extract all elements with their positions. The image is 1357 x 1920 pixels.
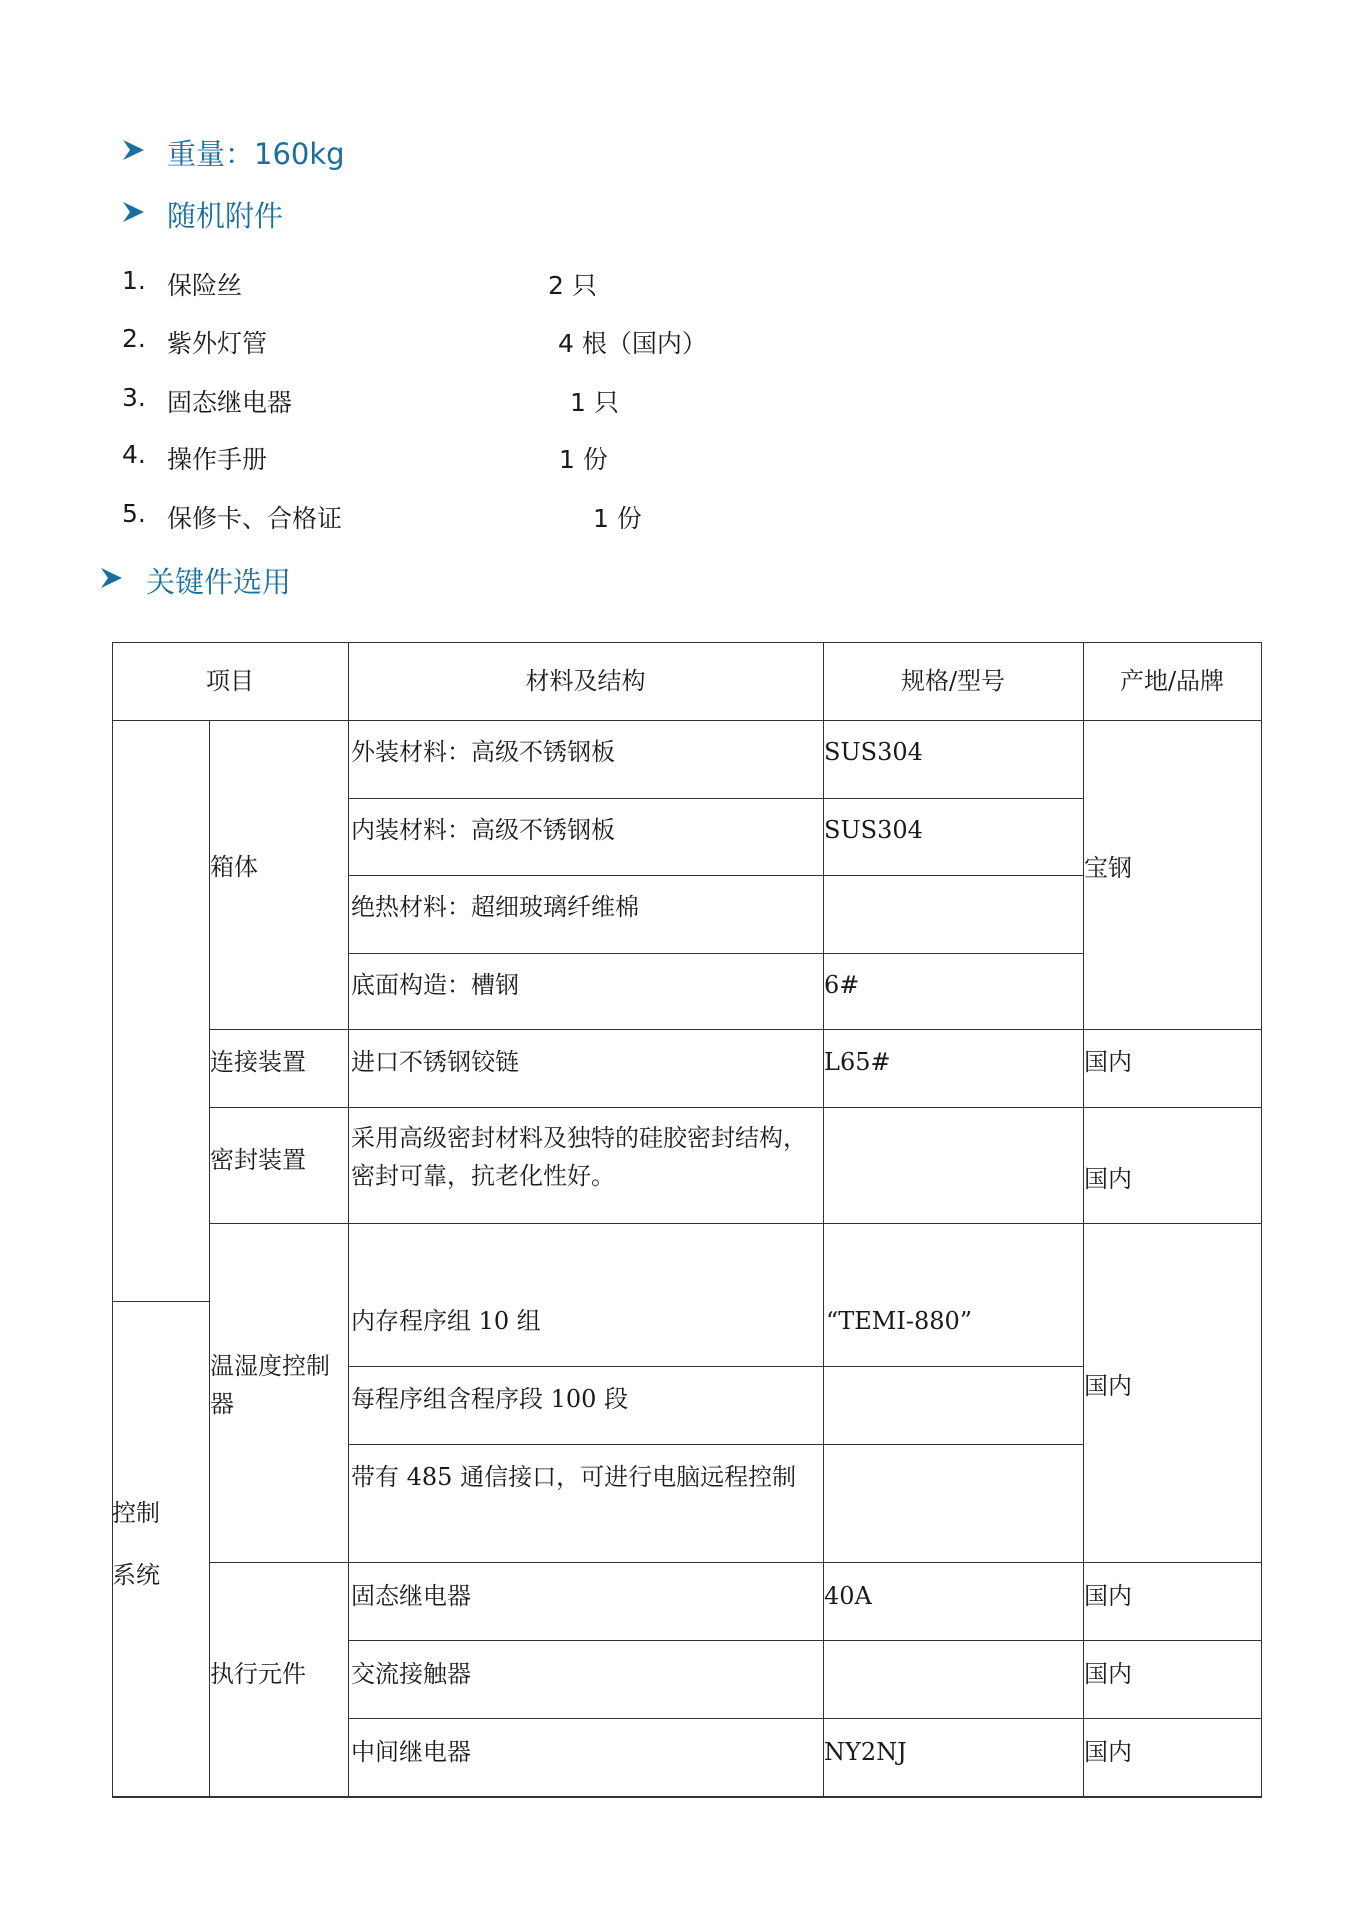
material-cell: 外装材料：高级不锈钢板 xyxy=(351,738,615,766)
table-border xyxy=(348,953,1083,954)
list-item-name: 操作手册 xyxy=(167,445,268,474)
brand-cell: 国内 xyxy=(1084,1372,1132,1400)
spec-cell: L65# xyxy=(824,1048,891,1076)
table-border xyxy=(209,1223,1262,1224)
table-border xyxy=(209,1562,1262,1563)
material-cell: 交流接触器 xyxy=(351,1660,471,1688)
material-cell: 绝热材料：超细玻璃纤维棉 xyxy=(351,893,639,921)
group-label-system: 系统 xyxy=(112,1561,160,1589)
table-border xyxy=(1261,642,1262,1797)
accessories-heading: 随机附件 xyxy=(167,199,284,233)
list-item-number: 2. xyxy=(122,324,146,353)
table-border xyxy=(112,1301,209,1302)
row-label-box: 箱体 xyxy=(210,853,258,881)
arrow-bullet-icon xyxy=(99,567,123,593)
table-border xyxy=(209,1107,1262,1108)
table-border xyxy=(209,1029,1262,1030)
brand-cell: 国内 xyxy=(1084,1582,1132,1610)
list-item-qty: 1 份 xyxy=(593,504,642,533)
arrow-bullet-icon xyxy=(121,139,145,165)
arrow-bullet-icon xyxy=(121,201,145,227)
list-item-number: 3. xyxy=(122,383,146,412)
spec-cell: SUS304 xyxy=(824,816,923,844)
row-label-seal: 密封装置 xyxy=(210,1146,306,1174)
list-item-number: 5. xyxy=(122,499,146,528)
header-item: 项目 xyxy=(206,667,254,695)
brand-cell: 宝钢 xyxy=(1084,854,1132,882)
list-item-qty: 1 份 xyxy=(559,445,608,474)
table-border xyxy=(1083,642,1084,1797)
header-brand: 产地/品牌 xyxy=(1119,667,1225,695)
table-border xyxy=(112,642,113,1797)
group-label-control: 控制 xyxy=(112,1499,160,1527)
list-item-name: 保修卡、合格证 xyxy=(167,504,343,533)
spec-cell: NY2NJ xyxy=(824,1738,907,1766)
row-label-connect: 连接装置 xyxy=(210,1048,306,1076)
spec-cell: SUS304 xyxy=(824,738,923,766)
list-item-name: 固态继电器 xyxy=(167,388,293,417)
list-item-number: 4. xyxy=(122,440,146,469)
list-item-qty: 4 根（国内） xyxy=(558,329,707,358)
material-cell: 每程序组含程序段 100 段 xyxy=(351,1385,629,1413)
row-label-actuator: 执行元件 xyxy=(210,1660,306,1688)
list-item-name: 保险丝 xyxy=(167,271,243,300)
material-cell: 中间继电器 xyxy=(351,1738,471,1766)
list-item-qty: 2 只 xyxy=(548,271,597,300)
table-border xyxy=(348,1444,1083,1445)
list-item-name: 紫外灯管 xyxy=(167,329,268,358)
material-cell: 带有 485 通信接口，可进行电脑远程控制 xyxy=(351,1463,797,1491)
row-label-controller: 温湿度控制器 xyxy=(210,1352,330,1418)
material-cell: 采用高级密封材料及独特的硅胶密封结构，密封可靠，抗老化性好。 xyxy=(351,1124,807,1190)
spec-cell: “TEMI-880” xyxy=(826,1307,973,1335)
table-border xyxy=(348,1640,1262,1641)
brand-cell: 国内 xyxy=(1084,1048,1132,1076)
list-item-qty: 1 只 xyxy=(570,388,619,417)
table-border xyxy=(348,798,1083,799)
header-spec: 规格/型号 xyxy=(900,667,1006,695)
table-border xyxy=(348,875,1083,876)
header-material: 材料及结构 xyxy=(525,667,646,695)
material-cell: 内存程序组 10 组 xyxy=(351,1307,541,1335)
brand-cell: 国内 xyxy=(1084,1738,1132,1766)
weight-heading: 重量：160kg xyxy=(167,137,345,171)
material-cell: 固态继电器 xyxy=(351,1582,471,1610)
table-border xyxy=(112,720,1262,721)
list-item-number: 1. xyxy=(122,266,146,295)
spec-cell: 6# xyxy=(824,971,860,999)
table-border xyxy=(348,642,349,1797)
brand-cell: 国内 xyxy=(1084,1165,1132,1193)
table-border xyxy=(112,642,1262,643)
table-border xyxy=(112,1796,1262,1798)
table-border xyxy=(348,1366,1083,1367)
brand-cell: 国内 xyxy=(1084,1660,1132,1688)
key-parts-heading: 关键件选用 xyxy=(146,565,292,599)
material-cell: 内装材料：高级不锈钢板 xyxy=(351,816,615,844)
spec-cell: 40A xyxy=(824,1582,872,1610)
material-cell: 进口不锈钢铰链 xyxy=(351,1048,519,1076)
table-border xyxy=(348,1718,1262,1719)
material-cell: 底面构造：槽钢 xyxy=(351,971,519,999)
